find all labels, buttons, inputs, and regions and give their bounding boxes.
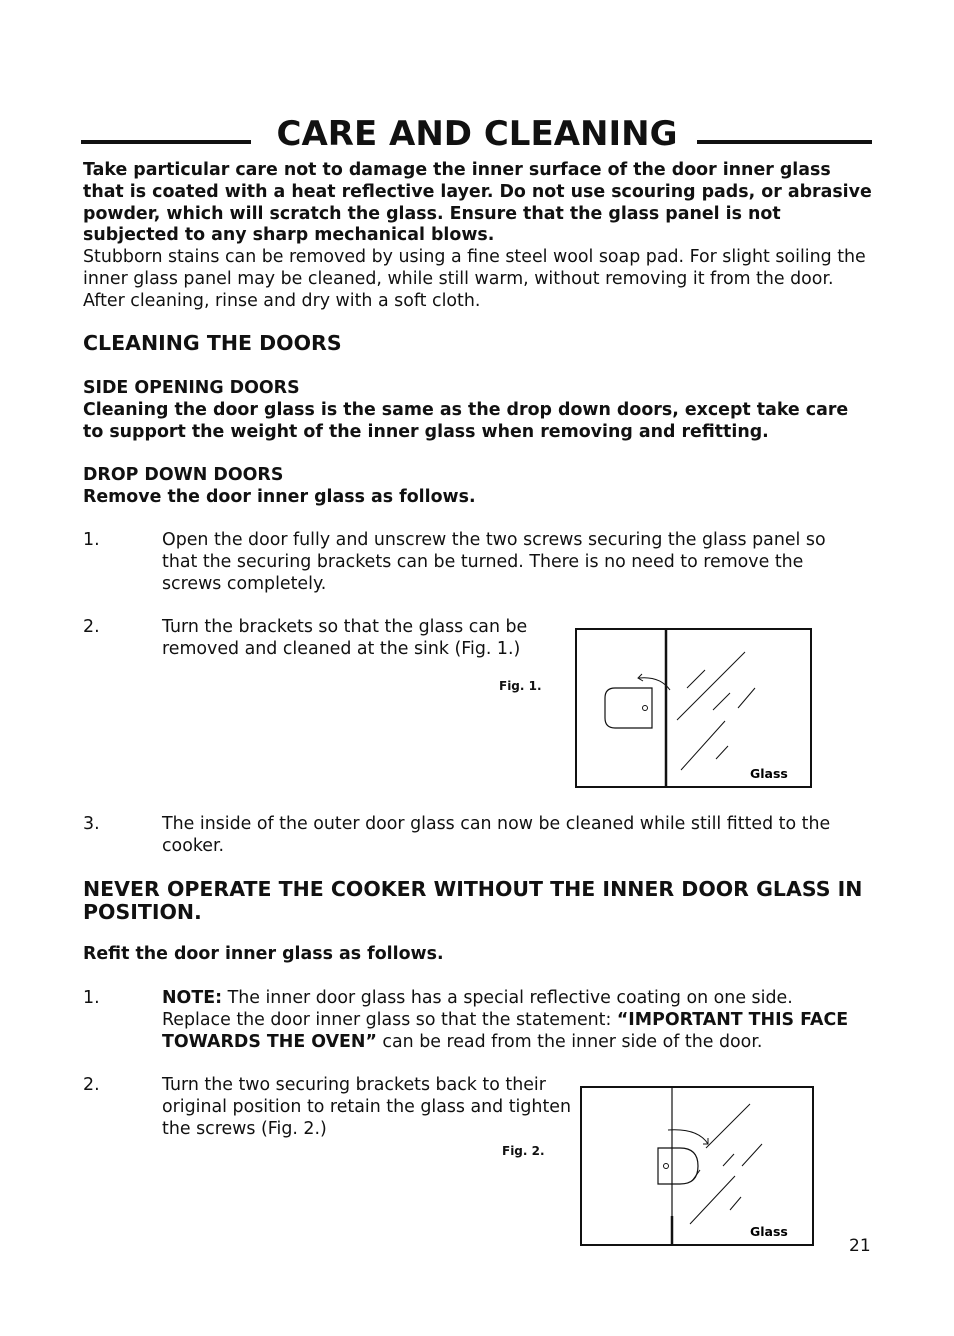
drop-down-subheading: Remove the door inner glass as follows.: [83, 487, 476, 507]
step-number: 1.: [83, 530, 100, 550]
refit-step-1-text: [162, 988, 867, 1053]
note-label: NOTE:: [162, 988, 223, 1008]
refit-heading: Refit the door inner glass as follows.: [83, 944, 444, 964]
figure-caption: Fig. 1.: [499, 679, 542, 693]
intro-body: Stubborn stains can be removed by using a fine steel wool soap pad. For slight soiling the inner glass panel may be cleaned, while still warm, without removing it from the door. After cleaning, rinse and dry with a soft cloth.: [83, 247, 866, 311]
step-text: Open the door fully and unscrew the two screws securing the glass panel so that the securing brackets can be turned. There is no need to remove the screws completely.: [162, 530, 826, 594]
step-text: The inside of the outer door glass can now be cleaned while still fitted to the cooker.: [162, 814, 831, 856]
step-number: 2.: [83, 1075, 100, 1095]
refit-step-2-text: Turn the two securing brackets back to their original position to retain the glass and tighten the screws (Fig. 2.): [162, 1075, 571, 1139]
figure-1-diagram: [575, 628, 813, 790]
refit-text-a: The inner door glass has a special reflective coating on one side. Replace the door inner glass so that the statement:: [162, 988, 793, 1030]
page-number: 21: [849, 1236, 871, 1256]
step-number: 2.: [83, 617, 100, 637]
step-text: Turn the brackets so that the glass can be removed and cleaned at the sink (Fig. 1.): [162, 617, 528, 659]
important-statement: “IMPORTANT THIS FACE TOWARDS THE OVEN”: [162, 1009, 849, 1052]
intro-warning: Take particular care not to damage the inner surface of the door inner glass that is coated with a heat reflective layer. Do not use scouring pads, or abrasive powder, which will scratch the glass. Ensure that the glass panel is not subjected to any sharp mechanical blows.: [83, 160, 872, 246]
page-title: CARE AND CLEANING: [276, 114, 678, 154]
refit-text-b: can be read from the inner side of the door.: [376, 1031, 763, 1052]
subheading-drop-down: DROP DOWN DOORS: [83, 465, 284, 485]
side-opening-text: Cleaning the door glass is the same as the drop down doors, except take care to support the weight of the inner glass when removing and refitting.: [83, 400, 849, 442]
section-heading-cleaning-doors: CLEANING THE DOORS: [83, 331, 342, 355]
figure-2-diagram: [580, 1086, 816, 1248]
figure-caption: Fig. 2.: [502, 1144, 545, 1158]
title-rule-right: [697, 140, 872, 144]
figure-2-glass-label: Glass: [750, 1224, 788, 1239]
step-number: 1.: [83, 988, 100, 1008]
figure-1-glass-label: Glass: [750, 766, 788, 781]
subheading-side-opening: SIDE OPENING DOORS: [83, 378, 300, 398]
step-number: 3.: [83, 814, 100, 834]
warning-heading: NEVER OPERATE THE COOKER WITHOUT THE INNER DOOR GLASS IN POSITION.: [83, 877, 863, 924]
